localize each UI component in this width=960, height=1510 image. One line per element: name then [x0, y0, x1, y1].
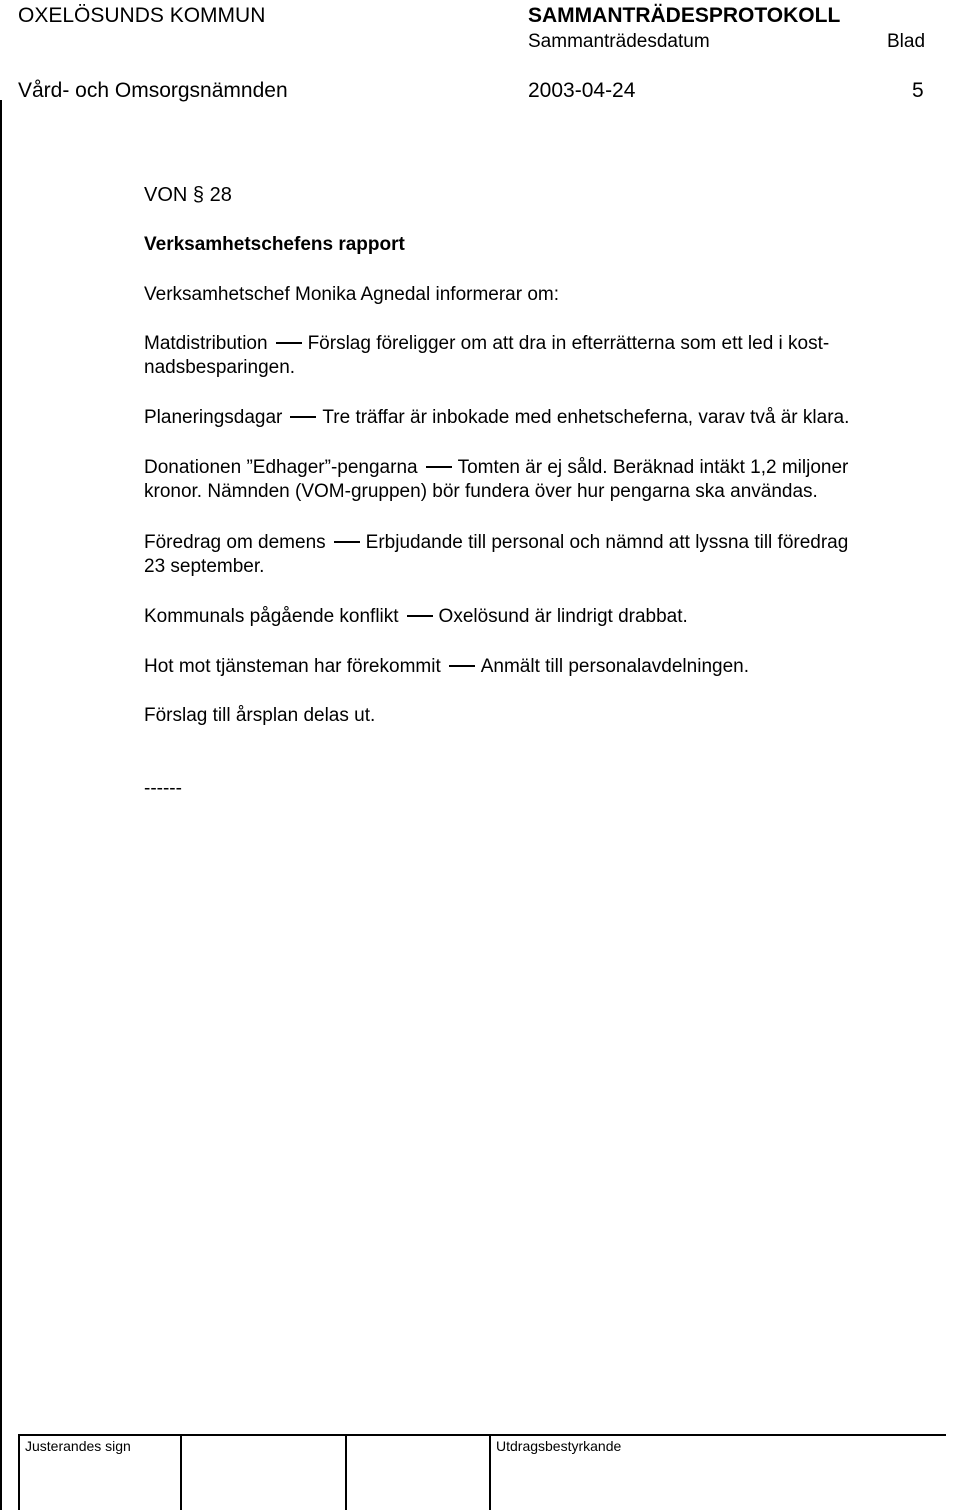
item-text: Förslag föreligger om att dra in efterrätterna som ett led i kost- — [307, 333, 830, 354]
justerandes-sign-label: Justerandes sign — [25, 1438, 131, 1454]
list-item — [144, 332, 934, 380]
list-item — [144, 406, 934, 430]
paragraph-reference: VON § 28 — [144, 184, 232, 206]
meeting-date: 2003-04-24 — [528, 79, 636, 102]
item-topic: Matdistribution — [144, 333, 268, 354]
item-topic: Hot mot tjänsteman har förekommit — [144, 656, 441, 677]
item-topic: Donationen ”Edhager”-pengarna — [144, 457, 418, 478]
dash-separator — [276, 342, 302, 344]
item-topic: Föredrag om demens — [144, 532, 326, 553]
dash-separator — [449, 665, 475, 667]
section-title: Verksamhetschefens rapport — [144, 234, 405, 255]
item-topic: Planeringsdagar — [144, 407, 283, 428]
dash-separator — [407, 615, 433, 617]
list-item — [144, 655, 934, 679]
footer-top-line — [18, 1434, 946, 1436]
item-topic: Kommunals pågående konflikt — [144, 606, 399, 627]
item-text: Erbjudande till personal och nämnd att lyssna till föredrag — [365, 532, 849, 553]
end-marker: ------ — [144, 778, 182, 799]
item-text: Oxelösund är lindrigt drabbat. — [438, 606, 688, 627]
list-item — [144, 456, 934, 504]
list-item — [144, 605, 934, 629]
municipality-name: OXELÖSUNDS KOMMUN — [18, 4, 266, 27]
footer-divider — [18, 1434, 20, 1510]
item-text: Tomten är ej såld. Beräknad intäkt 1,2 miljoner — [457, 457, 849, 478]
committee-name: Vård- och Omsorgsnämnden — [18, 79, 288, 102]
item-text: Anmält till personalavdelningen. — [480, 656, 749, 677]
item-text-continued: kronor. Nämnden (VOM-gruppen) bör fundera över hur pengarna ska användas. — [144, 481, 818, 502]
item-text-continued: nadsbesparingen. — [144, 357, 296, 378]
protocol-title: SAMMANTRÄDESPROTOKOLL — [528, 4, 841, 27]
page-label: Blad — [887, 31, 926, 52]
item-text-continued: 23 september. — [144, 556, 265, 577]
dash-separator — [426, 466, 452, 468]
intro-text: Verksamhetschef Monika Agnedal informerar om: — [144, 284, 560, 305]
footer-divider — [489, 1434, 491, 1510]
footer-divider — [180, 1434, 182, 1510]
list-item — [144, 531, 934, 579]
item-text: Tre träffar är inbokade med enhetscheferna, varav två är klara. — [322, 407, 850, 428]
closing-text: Förslag till årsplan delas ut. — [144, 705, 376, 726]
footer-divider — [345, 1434, 347, 1510]
dash-separator — [290, 416, 316, 418]
date-label: Sammanträdesdatum — [528, 31, 710, 52]
page-number: 5 — [912, 79, 924, 102]
dash-separator — [334, 541, 360, 543]
utdragsbestyrkande-label: Utdragsbestyrkande — [496, 1438, 622, 1454]
left-margin-line — [0, 100, 2, 1510]
